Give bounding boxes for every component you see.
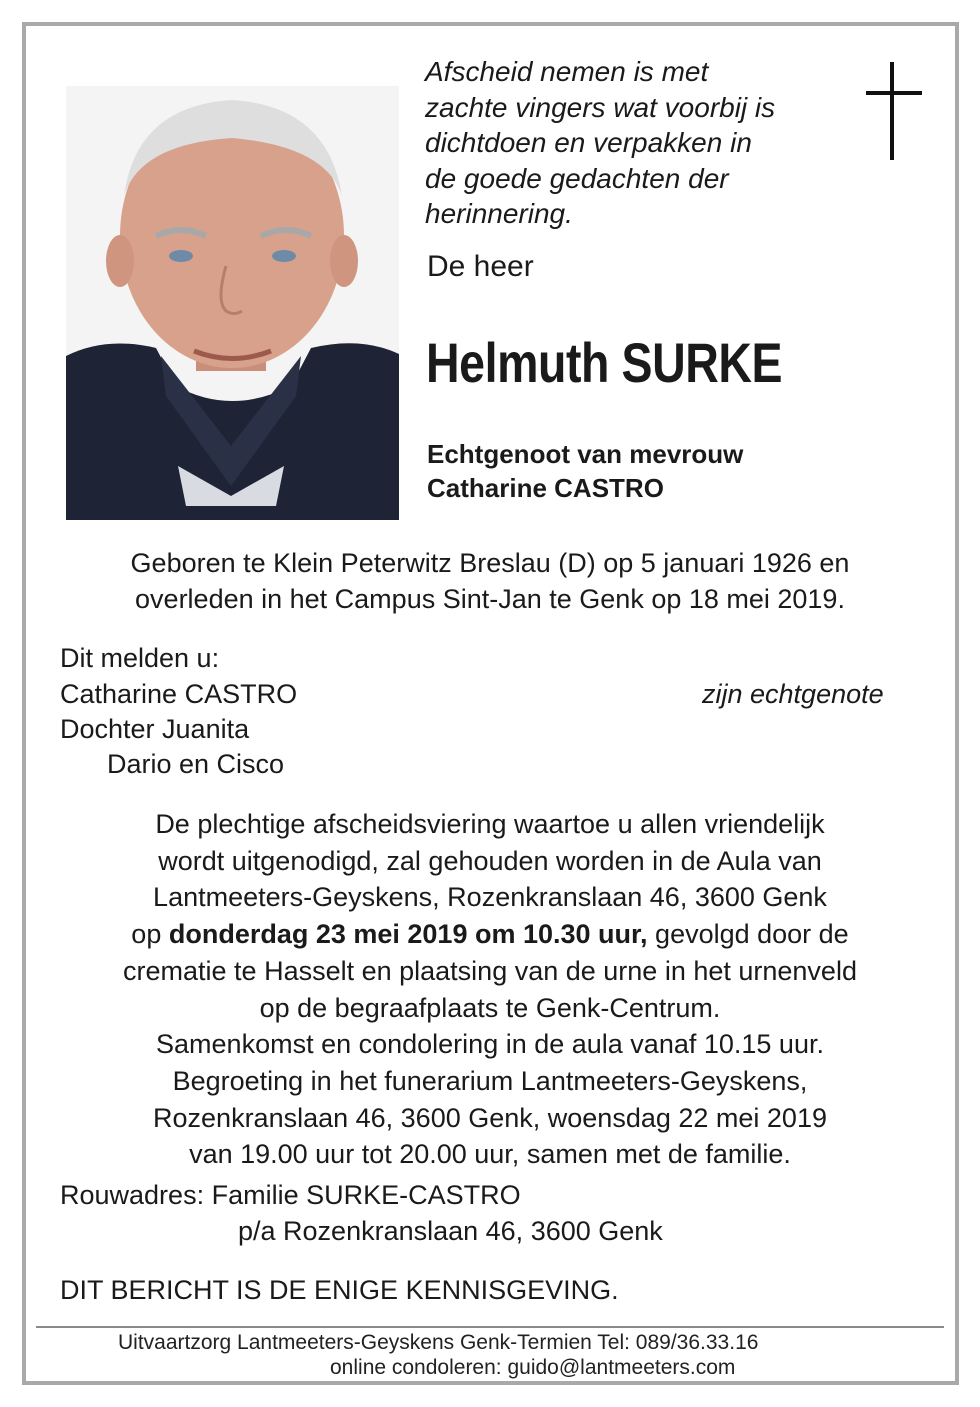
ceremony-line: Lantmeeters-Geyskens, Rozenkranslaan 46, 3600 Genk: [153, 882, 827, 913]
family-grandchildren: Dario en Cisco: [107, 749, 285, 779]
poem-line: de goede gedachten der: [425, 162, 729, 194]
family-intro: Dit melden u:: [60, 643, 220, 673]
family-spouse-name: Catharine CASTRO: [60, 679, 298, 709]
ceremony-details: [30, 806, 950, 1173]
mourning-address-label: Rouwadres: Familie SURKE-CASTRO: [60, 1180, 521, 1210]
deceased-name: Helmuth SURKE: [426, 331, 783, 394]
notice-text: DIT BERICHT IS DE ENIGE KENNISGEVING.: [60, 1275, 619, 1305]
ceremony-date-pre: op: [131, 919, 169, 950]
spouse-info: [427, 437, 743, 505]
honorific: De heer: [427, 250, 534, 283]
ceremony-date-line: [30, 916, 950, 953]
ceremony-line: van 19.00 uur tot 20.00 uur, samen met de familie.: [189, 1139, 791, 1170]
ceremony-line: crematie te Hasselt en plaatsing van de urne in het urnenveld: [123, 955, 857, 986]
poem-line: dichtdoen en verpakken in: [425, 127, 752, 158]
mourning-address: p/a Rozenkranslaan 46, 3600 Genk: [238, 1216, 663, 1246]
family-spouse-role: zijn echtgenote: [702, 679, 884, 709]
ceremony-line: wordt uitgenodigd, zal gehouden worden in de Aula van: [158, 845, 822, 876]
ceremony-line: Begroeting in het funerarium Lantmeeters-Geyskens,: [172, 1065, 808, 1096]
family-daughter: Dochter Juanita: [60, 714, 250, 744]
farewell-poem: [425, 54, 775, 232]
ceremony-line: De plechtige afscheidsviering waartoe u allen vriendelijk: [155, 809, 825, 839]
online-condolence: online condoleren: guido@lantmeeters.com: [330, 1356, 736, 1379]
ceremony-date-post: gevolgd door de: [647, 919, 849, 950]
footer-divider: [36, 1326, 944, 1328]
born-line: Geboren te Klein Peterwitz Breslau (D) op 5 januari 1926 en: [130, 548, 850, 578]
born-line: overleden in het Campus Sint-Jan te Genk op 18 mei 2019.: [135, 584, 845, 614]
birth-death-details: [30, 545, 950, 617]
poem-line: Afscheid nemen is met: [425, 56, 709, 87]
ceremony-line: Samenkomst en condolering in de aula vanaf 10.15 uur.: [156, 1029, 824, 1060]
funeral-home-contact: Uitvaartzorg Lantmeeters-Geyskens Genk-Termien Tel: 089/36.33.16: [118, 1331, 759, 1354]
ceremony-line: op de begraafplaats te Genk-Centrum.: [259, 992, 721, 1023]
poem-line: zachte vingers wat voorbij is: [425, 91, 776, 123]
spouse-line: Echtgenoot van mevrouw: [427, 439, 744, 469]
cross-icon: [864, 62, 924, 160]
ceremony-line: Rozenkranslaan 46, 3600 Genk, woensdag 22 mei 2019: [153, 1102, 827, 1133]
ceremony-date: donderdag 23 mei 2019 om 10.30 uur,: [168, 919, 648, 950]
poem-line: herinnering.: [425, 198, 573, 229]
spouse-line: Catharine CASTRO: [427, 473, 664, 503]
portrait-photo: [66, 86, 399, 520]
